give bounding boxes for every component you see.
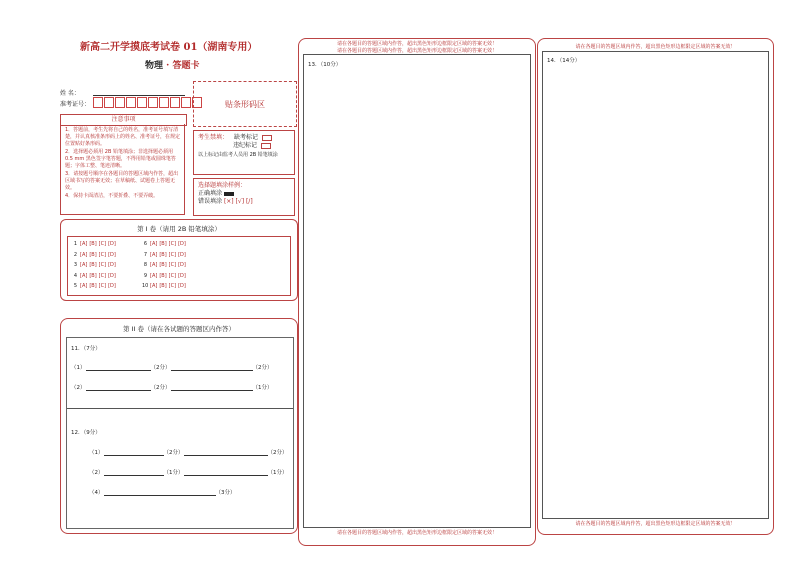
mcq-grid	[67, 236, 291, 296]
violation-label: 违纪标记	[233, 142, 258, 149]
sample-box	[193, 178, 295, 216]
mcq-option[interactable]: [B]	[89, 272, 97, 279]
q12-r1-num: （1）	[89, 450, 104, 456]
wrong-label: 错误填涂	[198, 198, 223, 205]
mcq-option[interactable]: [C]	[168, 283, 177, 289]
mcq-option[interactable]: [D]	[178, 241, 186, 247]
mcq-option[interactable]: [A]	[150, 241, 158, 247]
id-cells[interactable]	[93, 97, 203, 108]
subject-title	[145, 58, 199, 71]
part1-title: 第 I 卷（请用 2B 铅笔填涂）	[137, 225, 221, 233]
mcq-option[interactable]: [B]	[159, 241, 167, 247]
notice-item: 1．答题前，考生先将自己的姓名，准考证号填写清楚，并认真核准条形码上的姓名、准考证号，在规定位置贴好条形码。	[65, 127, 181, 147]
mcq-option[interactable]: [B]	[89, 283, 97, 289]
warning-bottom: 请在各题目的答题区域内作答，超出黑色矩形边框限定区域的答案无效！	[336, 530, 497, 536]
q11-r2-blank2[interactable]	[171, 390, 253, 391]
q12-r2-blank1[interactable]	[104, 475, 164, 476]
notice-item: 3．请按题号顺序在各题目的答题区域内作答，超出区域书写的答案无效；在草稿纸、试题卷上答题无效。	[65, 171, 179, 191]
q11-r1-blank1[interactable]	[86, 370, 151, 371]
warning-top-right: 请在各题目的答题区域内作答，超出黑色矩形边框限定区域的答案无效！	[575, 44, 736, 50]
warning-top-1: 请在各题目的答题区域内作答，超出黑色矩形边框限定区域的答案无效！	[336, 41, 497, 47]
notice-item: 4．保持卡面清洁，不要折叠、不要弄破。	[65, 193, 159, 199]
mcq-option[interactable]: [A]	[80, 272, 88, 279]
part1-section	[60, 219, 298, 301]
page-title: 新高二开学摸底考试卷 01（湖南专用）	[80, 42, 258, 53]
mcq-option[interactable]: [D]	[178, 251, 186, 258]
barcode-area: 贴条形码区	[193, 81, 297, 127]
violation-checkbox[interactable]	[261, 143, 271, 149]
mcq-option[interactable]: [A]	[150, 262, 158, 268]
q12-r1-score2: （2分）	[267, 450, 288, 456]
notice-title: 注意事项	[60, 114, 187, 126]
mcq-option[interactable]: [B]	[89, 262, 97, 268]
mcq-option[interactable]: [D]	[178, 272, 186, 279]
part2-section	[60, 318, 298, 534]
mcq-number: 1	[73, 241, 77, 247]
mcq-question	[142, 252, 188, 258]
mcq-question	[72, 262, 118, 268]
notice-box	[60, 124, 185, 215]
mcq-number: 2	[73, 251, 77, 258]
mcq-option[interactable]: [C]	[168, 262, 177, 268]
mcq-number: 9	[143, 272, 147, 279]
absent-checkbox[interactable]	[262, 135, 272, 141]
q12-r2-num: （2）	[89, 470, 104, 476]
id-cell[interactable]	[104, 97, 114, 108]
mcq-number: 3	[73, 262, 77, 268]
mcq-option[interactable]: [B]	[159, 251, 167, 258]
id-label: 准考证号：	[60, 101, 91, 108]
mcq-option[interactable]: [C]	[168, 251, 177, 258]
mcq-option[interactable]: [D]	[108, 272, 116, 279]
q12-r2-score1: （1分）	[163, 470, 184, 476]
id-cell[interactable]	[181, 97, 191, 108]
mcq-option[interactable]: [B]	[159, 283, 167, 289]
mcq-option[interactable]: [C]	[98, 272, 107, 279]
mcq-option[interactable]: [A]	[150, 251, 158, 258]
mcq-option[interactable]: [D]	[178, 283, 186, 289]
mcq-option[interactable]: [D]	[108, 241, 116, 247]
mcq-option[interactable]: [B]	[159, 272, 167, 279]
mcq-option[interactable]: [C]	[168, 241, 177, 247]
mcq-question	[142, 241, 188, 247]
warning-bottom-right: 请在各题目的答题区域内作答，超出黑色矩形边框限定区域的答案无效！	[575, 521, 736, 527]
id-cell[interactable]	[137, 97, 147, 108]
subject-name: 物理	[145, 61, 164, 71]
mcq-option[interactable]: [D]	[108, 283, 116, 289]
mcq-option[interactable]: [A]	[80, 262, 88, 268]
mcq-number: 5	[73, 283, 77, 289]
q12-r3-blank1[interactable]	[104, 495, 216, 496]
warning-top-2: 请在各题目的答题区域内作答，超出黑色矩形边框限定区域的答案无效！	[336, 48, 497, 54]
mcq-option[interactable]: [C]	[98, 251, 107, 258]
mcq-option[interactable]: [A]	[80, 283, 88, 289]
q12-r1-score1: （2分）	[163, 450, 184, 456]
absent-label: 缺考标记	[233, 134, 258, 141]
mcq-option[interactable]: [D]	[178, 262, 186, 268]
q12-row3	[89, 488, 236, 496]
q12-r2-score2: （1分）	[267, 470, 288, 476]
q14-label: 14．（14分）	[547, 58, 581, 64]
q13-answer-area[interactable]	[303, 54, 531, 528]
mcq-number: 10	[142, 283, 149, 289]
notice-item: 2．选择题必须用 2B 铅笔填涂；非选择题必须用 0.5 mm 黑色签字笔答题，不得用铅笔或圆珠笔答题；字体工整、笔迹清晰。	[65, 149, 176, 169]
id-cell[interactable]	[159, 97, 169, 108]
middle-column	[298, 38, 536, 546]
mcq-question	[72, 241, 118, 247]
mcq-option[interactable]: [B]	[89, 241, 97, 247]
mcq-number: 6	[143, 241, 147, 247]
q11-r1-score1: （2分）	[150, 365, 171, 371]
q14-answer-area[interactable]	[542, 51, 769, 519]
exam-mark-box	[193, 130, 295, 175]
wrong-marks: [×] [√] [/]	[223, 198, 253, 205]
q12-r1-blank1[interactable]	[104, 455, 164, 456]
sample-title: 选择题填涂样例：	[198, 182, 247, 189]
card-label: 答题卡	[172, 61, 200, 71]
id-cell[interactable]	[170, 97, 180, 108]
mcq-question	[72, 273, 118, 279]
exam-mark-label: 考生禁填：	[198, 134, 229, 141]
mcq-option[interactable]: [D]	[108, 262, 116, 268]
id-cell[interactable]	[93, 97, 103, 108]
part2-title: 第 II 卷（请在各试题的答题区内作答）	[123, 325, 235, 333]
q11-r1-score2: （2分）	[252, 365, 273, 371]
q12-row2	[89, 468, 288, 476]
id-cell[interactable]	[148, 97, 158, 108]
separator: ·	[166, 61, 170, 71]
q12-r1-blank2[interactable]	[184, 455, 268, 456]
correct-label: 正确填涂	[198, 190, 223, 197]
mcq-question	[142, 262, 188, 268]
mcq-option[interactable]: [B]	[159, 262, 167, 268]
q12-r2-blank2[interactable]	[184, 475, 268, 476]
name-label: 姓 名：	[60, 90, 80, 97]
q-divider	[67, 408, 293, 409]
id-cell[interactable]	[115, 97, 125, 108]
name-field[interactable]	[93, 95, 185, 96]
q13-label: 13．（10分）	[308, 62, 342, 68]
mcq-option[interactable]: [D]	[108, 251, 116, 258]
mcq-number: 4	[73, 272, 77, 279]
filled-mark-icon	[224, 192, 234, 196]
right-column	[537, 38, 774, 535]
mcq-option[interactable]: [A]	[80, 251, 88, 258]
mcq-option[interactable]: [A]	[80, 241, 88, 247]
exam-mark-note: 以上标记由监考人员用 2B 铅笔填涂	[198, 152, 278, 158]
mcq-question	[72, 283, 118, 289]
mcq-option[interactable]: [C]	[168, 272, 177, 279]
mcq-option[interactable]: [C]	[98, 241, 107, 247]
q11-r1-blank2[interactable]	[171, 370, 253, 371]
q11-r1-num: （1）	[71, 365, 86, 371]
mcq-option[interactable]: [B]	[89, 251, 97, 258]
q11-label: 11．（7分）	[71, 346, 101, 352]
q11-r2-score1: （2分）	[150, 385, 171, 391]
mcq-option[interactable]: [C]	[98, 262, 107, 268]
q11-r2-blank1[interactable]	[86, 390, 151, 391]
q11-row2	[71, 383, 273, 391]
q12-label: 12．（9分）	[71, 430, 101, 436]
mcq-option[interactable]: [C]	[98, 283, 107, 289]
q12-r3-score1: （3分）	[215, 490, 236, 496]
id-cell[interactable]	[126, 97, 136, 108]
q12-r3-num: （4）	[89, 490, 104, 496]
q12-row1	[89, 448, 288, 456]
q11-row1	[71, 363, 273, 371]
mcq-question	[142, 273, 188, 279]
mcq-number: 7	[143, 251, 147, 258]
mcq-number: 8	[143, 262, 147, 268]
q11-r2-score2: （1分）	[252, 385, 273, 391]
q11-r2-num: （2）	[71, 385, 86, 391]
mcq-question	[142, 283, 188, 289]
mcq-question	[72, 252, 118, 258]
mcq-option[interactable]: [A]	[150, 283, 158, 289]
mcq-option[interactable]: [A]	[150, 272, 158, 279]
part2-answer-area	[66, 337, 294, 529]
